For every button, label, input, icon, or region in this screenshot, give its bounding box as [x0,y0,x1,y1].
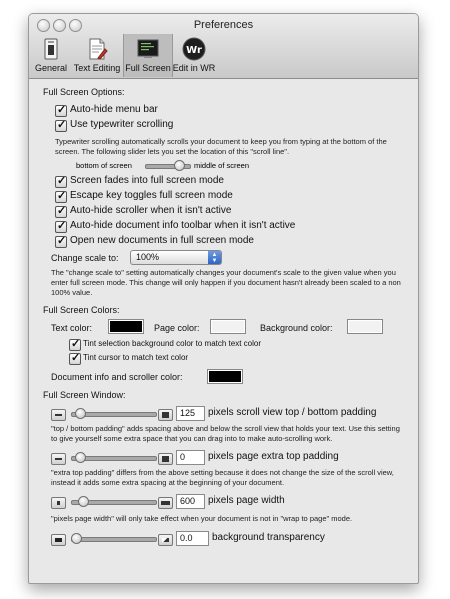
colors-heading: Full Screen Colors: [43,305,120,315]
autohide-info-label: Auto-hide document info toolbar when it isn't active [70,220,296,231]
change-scale-value: 100% [136,252,160,262]
options-heading: Full Screen Options: [43,87,125,97]
escape-key-label: Escape key toggles full screen mode [70,190,233,201]
page-color-label: Page color: [154,323,200,333]
tab-full-screen-label: Full Screen [125,63,171,73]
scroll-padding-label: pixels scroll view top / bottom padding [208,407,377,418]
page-width-description: "pixels page width" will only take effect when your document is not in "wrap to page" mode. [51,514,353,523]
scroll-padding-knob[interactable] [75,408,86,419]
tint-cursor-label: Tint cursor to match text color [83,353,189,362]
autohide-menu-label: Auto-hide menu bar [70,104,158,115]
text-color-fill [110,321,142,332]
scroll-padding-description: "top / bottom padding" adds spacing above and below the scroll view that holds your text. Use this setting to give yourself some extra space that you can drag into to make auto-scrolling work. [51,424,400,443]
background-color-fill [349,321,381,332]
autohide-menu-checkbox[interactable] [55,105,67,117]
extra-top-field[interactable]: 0 [176,450,205,465]
change-scale-popup[interactable] [130,250,222,265]
popup-arrows-icon: ▲ ▼ [208,251,221,264]
tab-edit-in-wr[interactable] [171,34,217,77]
background-color-well[interactable] [347,319,383,334]
autohide-scroller-checkbox[interactable] [55,206,67,218]
screen-fades-checkbox[interactable] [55,176,67,188]
tint-selection-label: Tint selection background color to match text color [83,339,262,348]
extra-top-description: "extra top padding" differs from the above setting because it does not change the size of the scroll view, instead it adds some extra spacing at the beginning of your document. [51,468,394,487]
tab-text-editing[interactable] [71,34,123,77]
page-width-label: pixels page width [208,495,285,506]
text-color-well[interactable] [108,319,144,334]
page-width-max-icon [158,497,173,509]
tint-cursor-checkbox[interactable] [69,353,81,365]
background-color-label: Background color: [260,323,333,333]
escape-key-checkbox[interactable] [55,191,67,203]
wr-logo-icon [182,37,206,61]
extra-top-max-icon [158,453,173,465]
switch-icon [39,37,63,61]
window-title: Preferences [193,19,254,31]
scroll-padding-field[interactable]: 125 [176,406,205,421]
screen-icon [136,37,160,61]
extra-top-label: pixels page extra top padding [208,451,339,462]
typewriter-label: Use typewriter scrolling [70,119,174,130]
tint-selection-checkbox[interactable] [69,339,81,351]
transparency-max-icon [158,534,173,546]
extra-top-min-icon [51,453,66,465]
open-new-label: Open new documents in full screen mode [70,235,254,246]
docinfo-color-fill [209,371,241,382]
docinfo-color-well[interactable] [207,369,243,384]
page-width-field[interactable]: 600 [176,494,205,509]
page-width-knob[interactable] [78,496,89,507]
autohide-info-checkbox[interactable] [55,221,67,233]
tab-full-screen[interactable] [123,34,173,77]
scroll-padding-max-icon [158,409,173,421]
text-color-label: Text color: [51,323,93,333]
change-scale-description: The "change scale to" setting automatically changes your document's scale to the given value when you enter full screen mode. This change will only happen if you document hasn't already been scaled to a non 100% value. [51,268,401,297]
open-new-checkbox[interactable] [55,236,67,248]
tab-text-editing-label: Text Editing [73,63,121,73]
typewriter-slider-knob[interactable] [174,160,185,171]
slider-right-label: middle of screen [194,161,250,170]
title-bar [29,14,418,79]
document-icon [85,37,109,61]
autohide-scroller-label: Auto-hide scroller when it isn't active [70,205,232,216]
change-scale-label: Change scale to: [51,253,119,263]
wr-logo-text: Wr [186,45,202,56]
tab-edit-in-wr-label: Edit in WR [172,63,216,73]
docinfo-color-label: Document info and scroller color: [51,372,183,382]
window-heading: Full Screen Window: [43,390,126,400]
screen-fades-label: Screen fades into full screen mode [70,175,224,186]
transparency-track [71,537,157,542]
preferences-window [28,13,419,584]
transparency-label: background transparency [212,532,325,543]
page-color-well[interactable] [210,319,246,334]
transparency-knob[interactable] [71,533,82,544]
page-color-fill [212,321,244,332]
transparency-field[interactable]: 0.0 [176,531,209,546]
tab-general[interactable] [31,34,71,77]
tab-general-label: General [34,63,68,73]
transparency-min-icon [51,534,66,546]
typewriter-checkbox[interactable] [55,120,67,132]
slider-left-label: bottom of screen [76,161,132,170]
extra-top-knob[interactable] [75,452,86,463]
scroll-padding-min-icon [51,409,66,421]
typewriter-description: Typewriter scrolling automatically scrolls your document to keep you from typing at the bottom of the screen. The following slider lets you set the location of this "scroll line". [55,137,387,156]
page-width-min-icon [51,497,66,509]
